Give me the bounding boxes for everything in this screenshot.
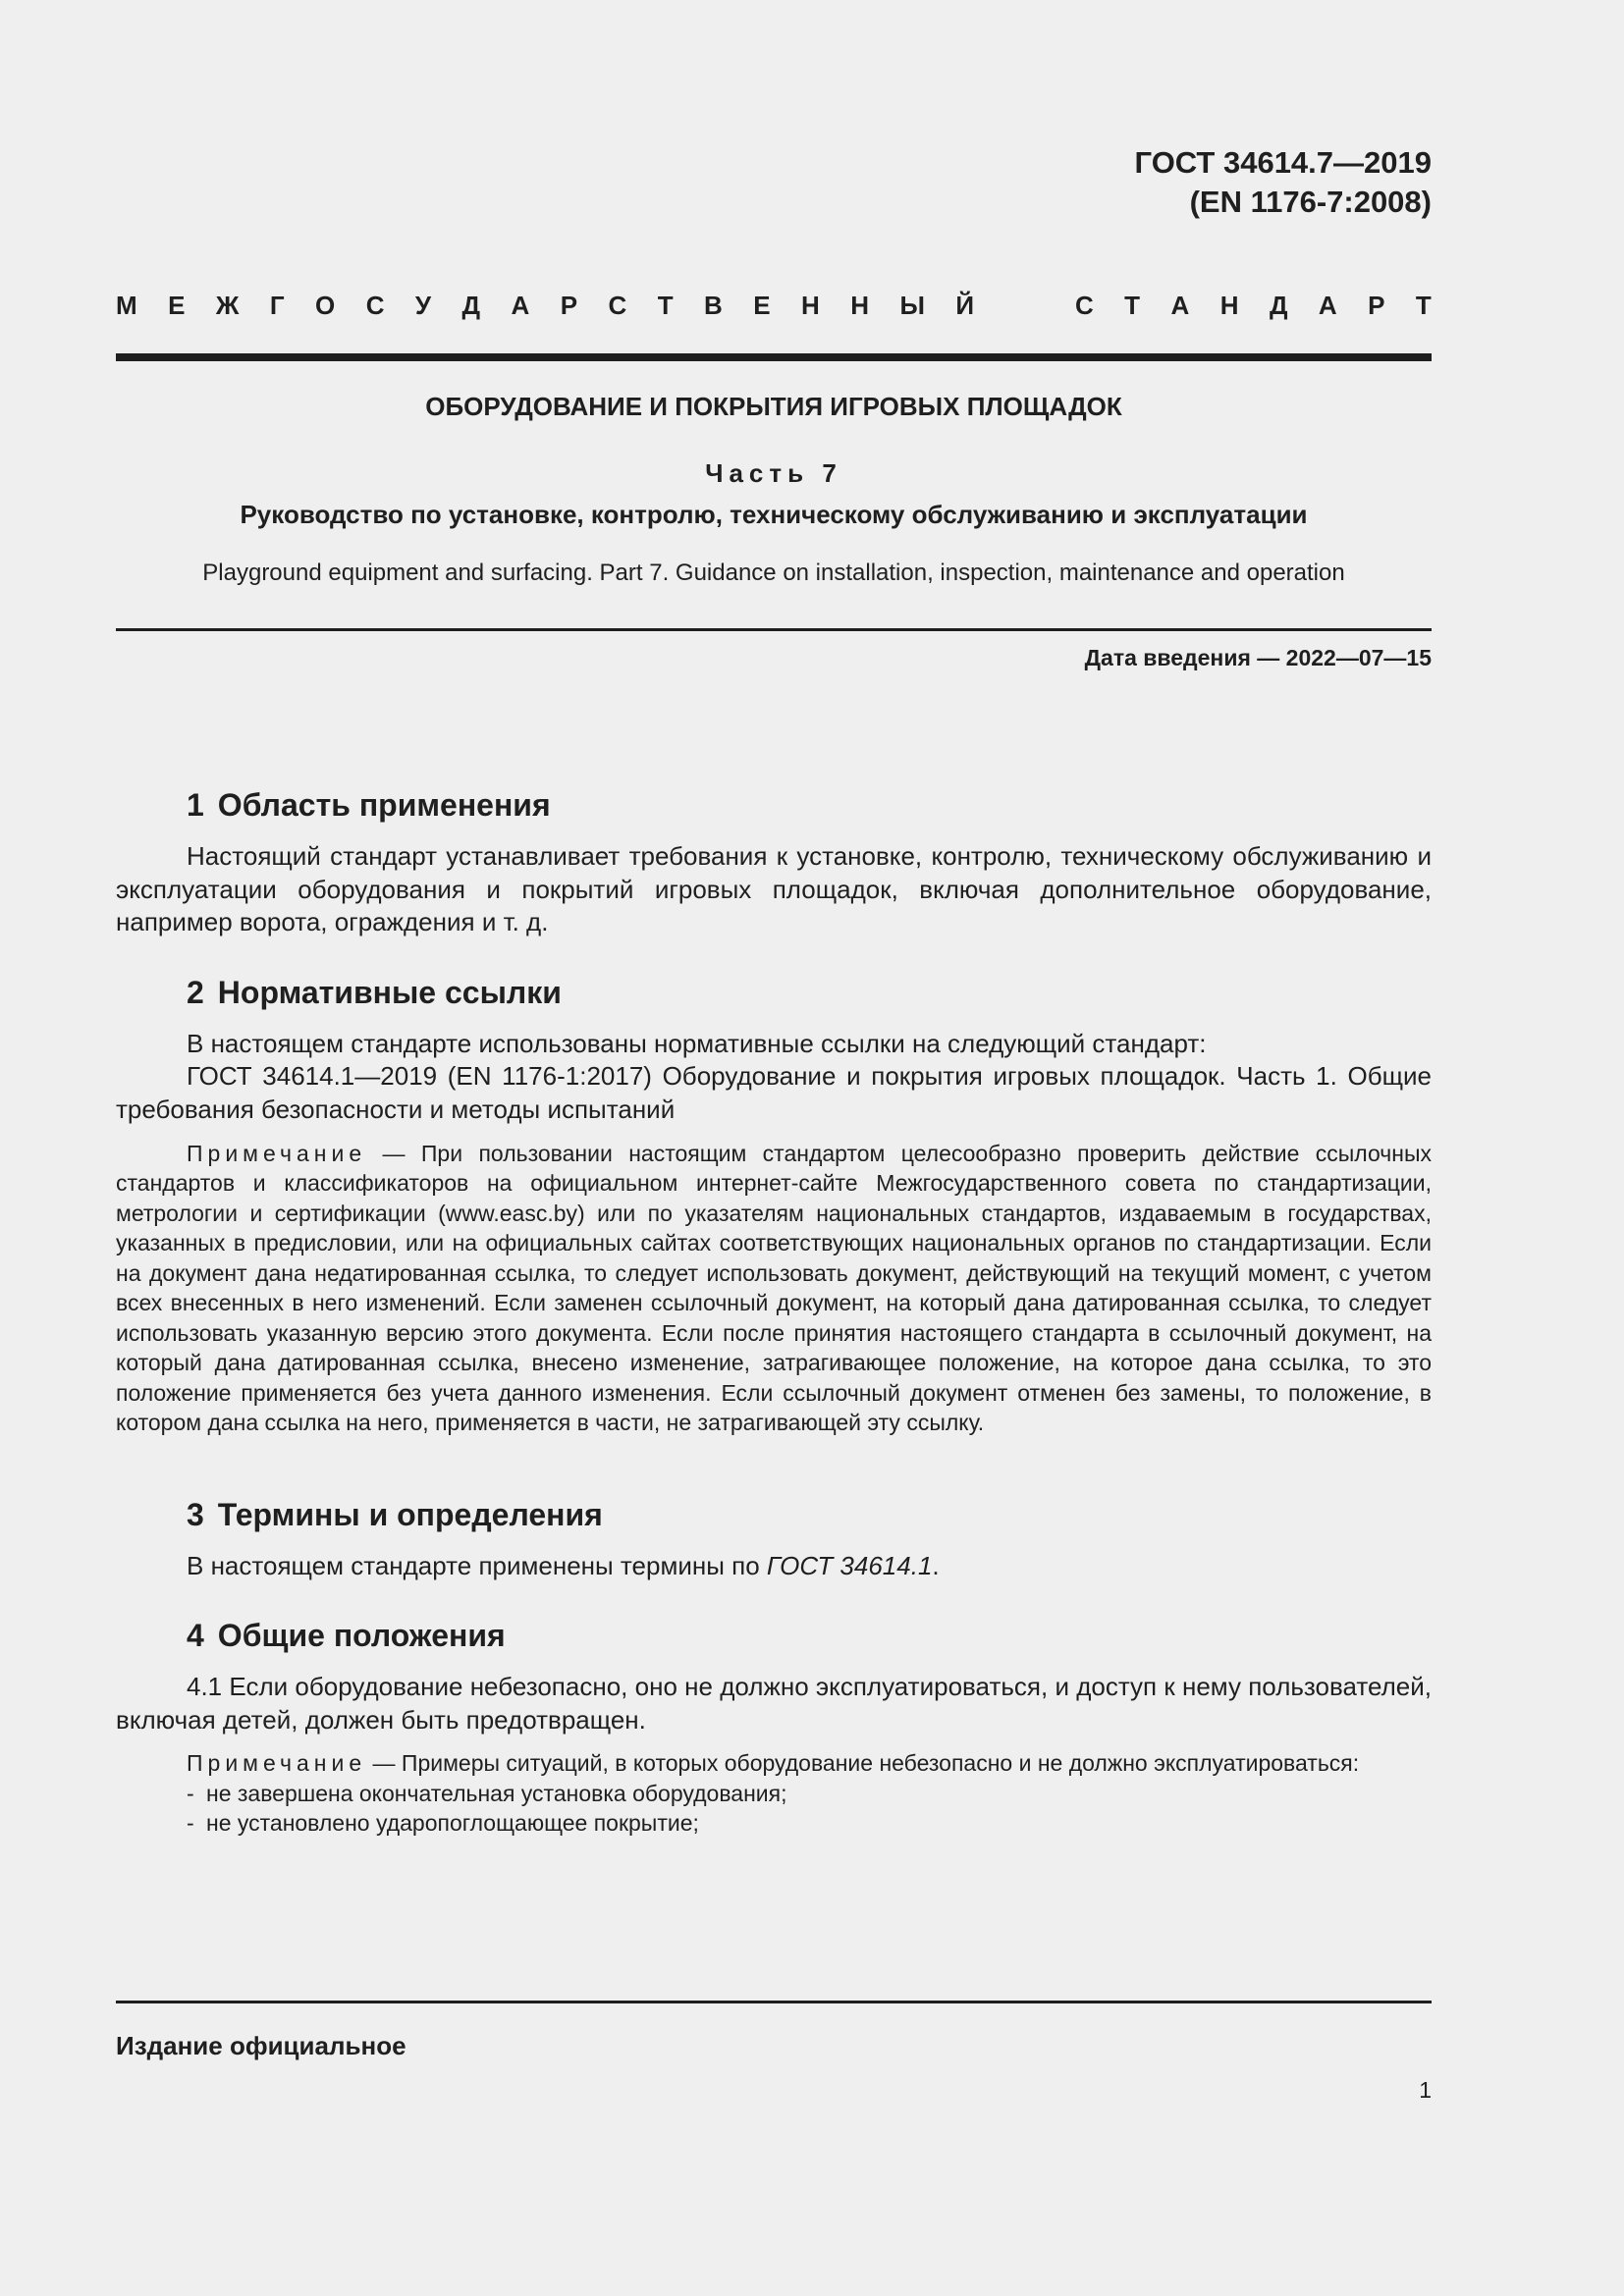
- title-divider: [116, 628, 1432, 631]
- section-number: 3: [187, 1496, 204, 1532]
- section-title: Термины и определения: [217, 1496, 603, 1532]
- banner-letter: М: [116, 291, 137, 320]
- section-title: Нормативные ссылки: [217, 974, 562, 1010]
- gost-number: ГОСТ 34614.7—2019: [1134, 145, 1432, 180]
- banner-letter: А: [1318, 291, 1337, 320]
- banner-letter: Ы: [899, 291, 925, 320]
- banner-letter: О: [315, 291, 336, 320]
- banner-letter: Т: [657, 291, 674, 320]
- banner-letter: С: [365, 291, 385, 320]
- banner-letter: Е: [753, 291, 771, 320]
- part-label: Часть 7: [705, 458, 842, 488]
- note-label: Примечание: [187, 1750, 367, 1777]
- banner-letter: С: [608, 291, 627, 320]
- list-dash: -: [187, 1780, 194, 1806]
- section-2-note: [116, 1139, 1432, 1438]
- note-text: — При пользовании настоящим стандартом целесообразно проверить действие ссылочных стандартов и классификаторов на официальном интернет-сайте Межгосударственного совета по стандартизации, метрологии и сертификации (www.easc.by) или по указателям национальных стандартов, издаваемым в государствах, указанных в предисловии, или на официальных сайтах соответствующих национальных органов по стандартизации. Если на документ дана недатированная ссылка, то следует использовать документ, действующий на текущий момент, с учетом всех внесенных в него изменений. Если заменен ссылочный документ, на который дана датированная ссылка, то следует использовать указанную версию этого документа. Если после принятия настоящего стандарта в ссылочный документ, на который дана датированная ссылка, внесено изменение, затрагивающее положение, на которое дана ссылка, то это положение применяется без учета данного изменения. Если ссылочный документ отменен без замены, то положение, в котором дана ссылка на него, применяется в части, не затрагивающей эту ссылку.: [116, 1140, 1432, 1436]
- banner-letter: Й: [955, 291, 975, 320]
- banner-letter: Н: [850, 291, 870, 320]
- section-2-reference: ГОСТ 34614.1—2019 (EN 1176-1:2017) Оборудование и покрытия игровых площадок. Часть 1. Общие требования безопасности и методы испытаний: [116, 1061, 1432, 1124]
- thick-divider: [116, 353, 1432, 361]
- section-number: 4: [187, 1618, 204, 1654]
- list-item: [187, 1779, 1432, 1809]
- banner-letter: А: [511, 291, 530, 320]
- standard-title: ОБОРУДОВАНИЕ И ПОКРЫТИЯ ИГРОВЫХ ПЛОЩАДОК: [425, 392, 1122, 421]
- banner-letter: Ж: [215, 291, 240, 320]
- banner-letter: Е: [168, 291, 186, 320]
- list-item-text: не установлено ударопоглощающее покрытие;: [206, 1810, 699, 1837]
- note-list: [116, 1779, 1432, 1839]
- banner-letter: Р: [560, 291, 578, 320]
- clause-4-1: 4.1 Если оборудование небезопасно, оно не должно эксплуатироваться, и доступ к нему пользователей, включая детей, должен быть предотвращен.: [116, 1672, 1432, 1735]
- banner-letter: С: [1074, 291, 1094, 320]
- paragraph-text: В настоящем стандарте применены термины по: [187, 1550, 767, 1580]
- part-subtitle: Руководство по установке, контролю, техническому обслуживанию и эксплуатации: [240, 500, 1308, 529]
- section-2-paragraph: В настоящем стандарте использованы нормативные ссылки на следующий стандарт:: [187, 1028, 1207, 1058]
- reference-link: ГОСТ 34614.1: [766, 1550, 933, 1580]
- banner-letter: Г: [269, 291, 285, 320]
- en-number: (EN 1176-7:2008): [1189, 185, 1432, 219]
- section-3-paragraph: [116, 1550, 1432, 1583]
- banner-letter: У: [414, 291, 432, 320]
- banner-letter: Т: [1124, 291, 1141, 320]
- banner-letter: В: [704, 291, 723, 320]
- list-dash: -: [187, 1810, 194, 1837]
- paragraph-end: .: [932, 1550, 940, 1580]
- section-4-note: [116, 1748, 1432, 1779]
- page-number: 1: [1419, 2077, 1432, 2103]
- section-1-heading: [116, 785, 1432, 825]
- section-title: Общие положения: [217, 1618, 506, 1654]
- banner-letter: Т: [1415, 291, 1432, 320]
- list-item-text: не завершена окончательная установка оборудования;: [206, 1780, 787, 1806]
- english-title: Playground equipment and surfacing. Part 7. Guidance on installation, inspection, maintenance and operation: [202, 560, 1345, 586]
- section-title: Область применения: [217, 787, 551, 823]
- footer-divider: [116, 2001, 1432, 2003]
- banner-letter: Д: [1269, 291, 1288, 320]
- list-item: [187, 1808, 1432, 1839]
- banner-letter: Н: [1219, 291, 1239, 320]
- banner-letter: А: [1170, 291, 1190, 320]
- interstate-standard-banner: [116, 289, 1432, 322]
- introduction-date: Дата введения — 2022—07—15: [1084, 645, 1432, 670]
- document-page: [116, 0, 1432, 2296]
- section-number: 2: [187, 974, 204, 1010]
- section-3-heading: [116, 1495, 1432, 1534]
- note-text: — Примеры ситуаций, в которых оборудование небезопасно и не должно эксплуатироваться:: [366, 1750, 1360, 1777]
- section-4-heading: [116, 1616, 1432, 1655]
- banner-letter: Д: [461, 291, 481, 320]
- document-body: [116, 785, 1432, 1839]
- banner-letter: Р: [1368, 291, 1385, 320]
- document-code: [1135, 143, 1432, 222]
- note-label: Примечание: [187, 1140, 367, 1166]
- banner-word-gap: [1005, 289, 1045, 322]
- section-1-paragraph: Настоящий стандарт устанавливает требования к установке, контролю, техническому обслуживанию и эксплуатации оборудования и покрытий игровых площадок, включая дополнительное оборудование, например ворота, ограждения и т. д.: [116, 841, 1432, 937]
- official-edition-label: Издание официальное: [116, 2031, 406, 2060]
- section-2-heading: [116, 973, 1432, 1012]
- banner-letter: Н: [801, 291, 820, 320]
- section-number: 1: [187, 787, 204, 823]
